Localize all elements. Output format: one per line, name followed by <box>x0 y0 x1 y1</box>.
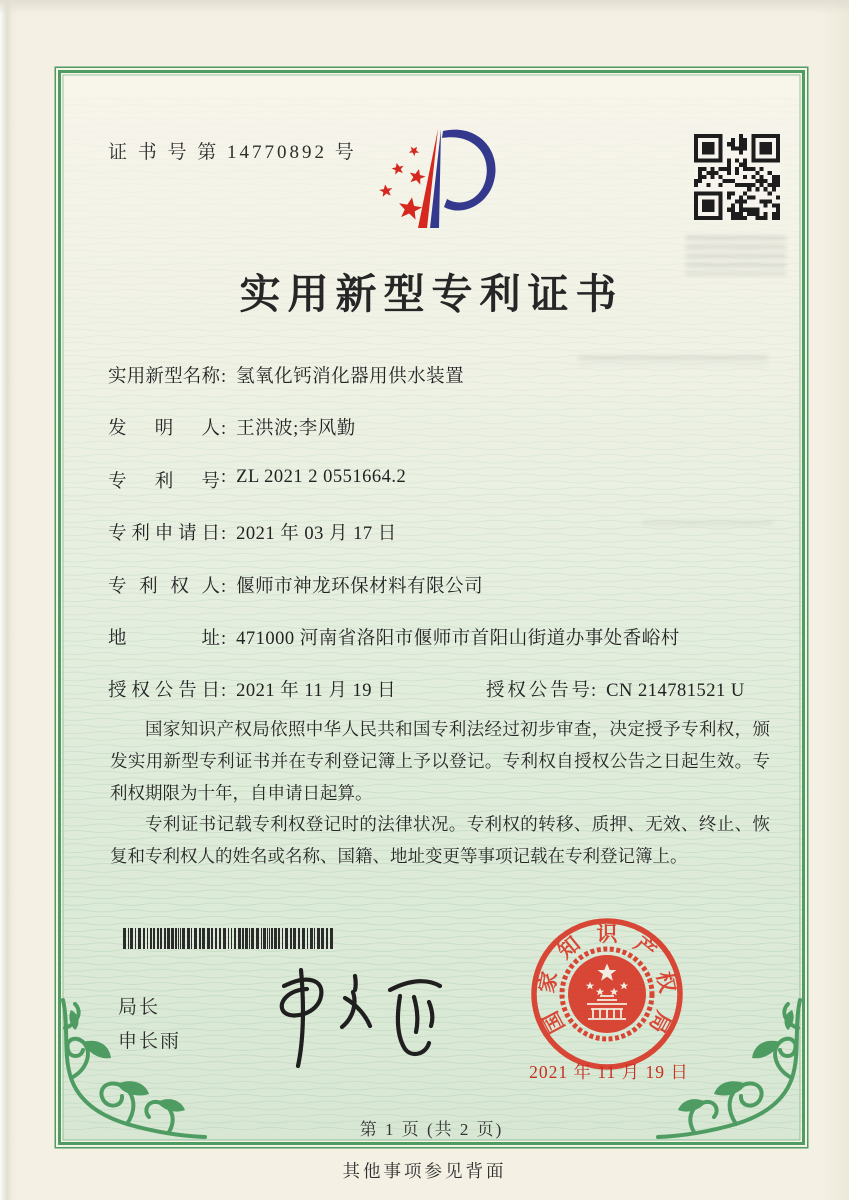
field-value: 偃师市神龙环保材料有限公司 <box>236 576 484 597</box>
handwritten-signature <box>254 966 449 1071</box>
official-seal <box>519 906 695 1082</box>
field-list <box>108 362 780 729</box>
qr-code <box>694 134 780 220</box>
barcode <box>123 928 337 949</box>
svg-text:国: 国 <box>538 1007 570 1038</box>
field-colon: : <box>221 628 227 649</box>
field-colon: : <box>221 419 227 440</box>
field-label: 授权公告日 <box>108 681 220 702</box>
svg-text:局: 局 <box>644 1007 676 1038</box>
legal-paragraph: 国家知识产权局依照中华人民共和国专利法经过初步审查，决定授予专利权，颁发实用新型专利证书并在专利登记簿上予以登记。专利权自授权公告之日起生效。专利权期限为十年，自申请日起算。 <box>110 719 770 803</box>
svg-text:知: 知 <box>553 931 585 964</box>
field-label: 专利权人 <box>108 576 220 597</box>
signer-name: 申长雨 <box>118 1031 182 1052</box>
seal-date: 2021 年 11 月 19 日 <box>529 1062 689 1082</box>
field-grant-publication-number <box>486 676 745 702</box>
signer-block <box>118 991 181 1059</box>
field-row-inventor <box>108 414 780 466</box>
svg-text:权: 权 <box>652 969 680 995</box>
certificate-title: 实用新型专利证书 <box>239 271 624 317</box>
signer-title: 局长 <box>118 997 161 1018</box>
field-colon: : <box>221 367 227 387</box>
svg-text:家: 家 <box>534 969 562 995</box>
cnipa-logo <box>356 123 524 253</box>
field-label: 授权公告号 <box>486 681 590 702</box>
certificate-body <box>58 70 805 1145</box>
svg-text:产: 产 <box>629 931 661 964</box>
field-row-invention-name <box>108 362 780 414</box>
field-colon: : <box>221 466 227 487</box>
field-row-filing-date <box>108 519 780 571</box>
page-number: 第 1 页 (共 2 页) <box>359 1120 504 1139</box>
field-colon: : <box>591 681 597 702</box>
field-row-address <box>108 624 780 676</box>
reverse-side-note: 其他事项参见背面 <box>342 1161 507 1181</box>
field-row-patentee <box>108 572 780 624</box>
legal-text <box>110 714 770 873</box>
field-label: 专利申请日 <box>108 524 220 545</box>
field-colon: : <box>221 576 227 597</box>
legal-paragraph: 专利证书记载专利权登记时的法律状况。专利权的转移、质押、无效、终止、恢复和专利权人的姓名或名称、国籍、地址变更等事项记载在专利登记簿上。 <box>110 814 770 867</box>
field-label: 实用新型名称 <box>108 367 220 387</box>
field-label: 地址 <box>108 628 220 649</box>
field-row-patent-number <box>108 467 780 519</box>
field-label: 发明人 <box>108 419 220 440</box>
field-value: 王洪波;李风勤 <box>236 419 356 440</box>
field-value: 氢氧化钙消化器用供水装置 <box>236 367 465 387</box>
field-value: CN 214781521 U <box>606 681 745 702</box>
field-value: 2021 年 11 月 19 日 <box>236 681 397 702</box>
certificate-number: 证 书 号 第 14770892 号 <box>108 142 357 163</box>
field-label: 专利号 <box>108 471 220 492</box>
svg-text:识: 识 <box>596 922 618 946</box>
field-value: 2021 年 03 月 17 日 <box>236 524 397 545</box>
field-value: 471000 河南省洛阳市偃师市首阳山街道办事处香峪村 <box>236 628 680 649</box>
field-colon: : <box>221 524 227 545</box>
field-colon: : <box>221 681 227 702</box>
field-value: ZL 2021 2 0551664.2 <box>236 466 407 487</box>
